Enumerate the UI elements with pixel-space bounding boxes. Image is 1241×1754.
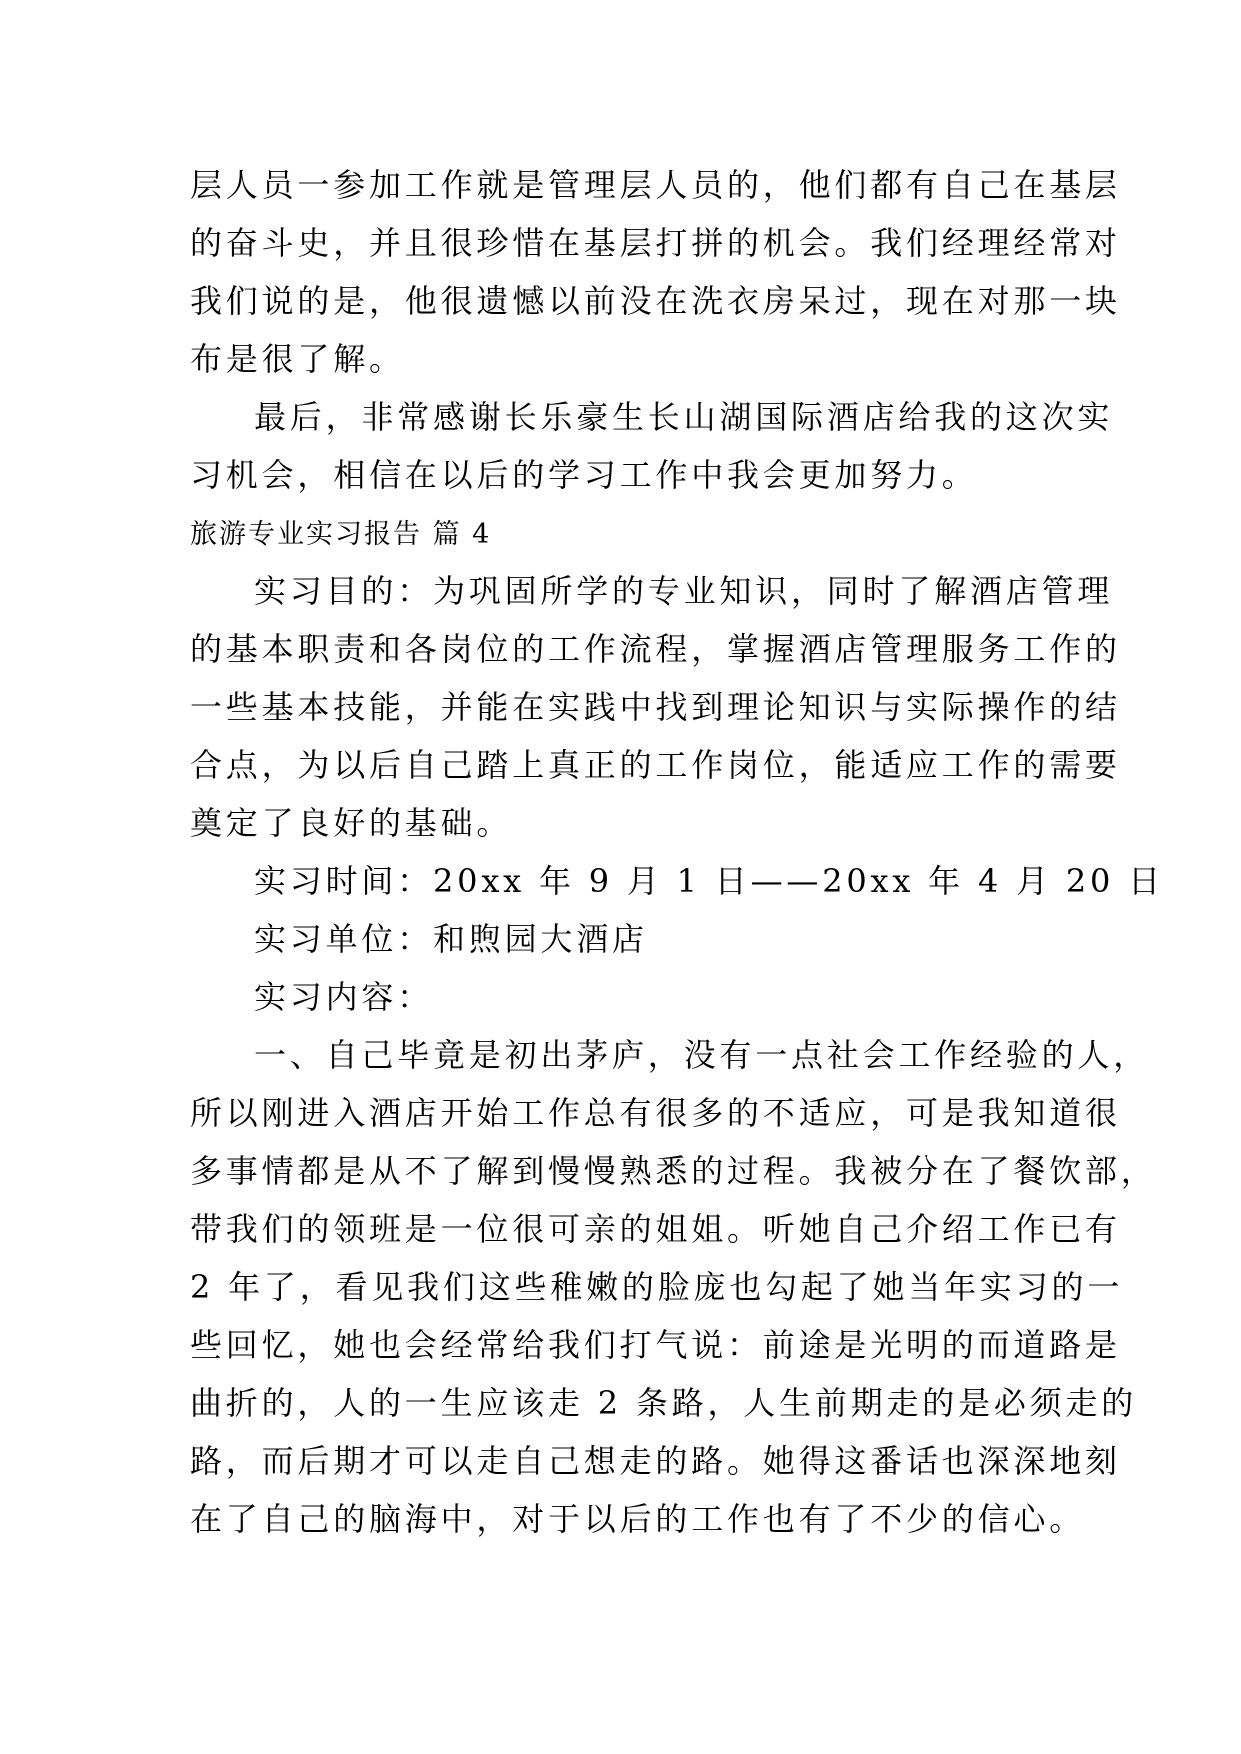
content-line-9: 在了自己的脑海中，对于以后的工作也有了不少的信心。 xyxy=(190,1500,1086,1538)
paragraph-1-line-4: 布是很了解。 xyxy=(190,340,405,378)
content-line-2: 所以刚进入酒店开始工作总有很多的不适应，可是我知道很 xyxy=(190,1094,1121,1132)
section-heading: 旅游专业实习报告 篇 4 xyxy=(190,519,492,550)
paragraph-1-line-3: 我们说的是，他很遗憾以前没在洗衣房呆过，现在对那一块 xyxy=(190,282,1121,320)
content-line-8: 路，而后期才可以走自己想走的路。她得这番话也深深地刻 xyxy=(190,1442,1121,1480)
internship-unit: 实习单位：和煦园大酒店 xyxy=(254,920,648,958)
internship-content-label: 实习内容： xyxy=(254,978,434,1016)
content-line-4: 带我们的领班是一位很可亲的姐姐。听她自己介绍工作已有 xyxy=(190,1210,1121,1248)
content-line-1: 一、自己毕竟是初出茅庐，没有一点社会工作经验的人， xyxy=(254,1036,1150,1074)
paragraph-1-line-2: 的奋斗史，并且很珍惜在基层打拼的机会。我们经理经常对 xyxy=(190,224,1121,262)
purpose-line-2: 的基本职责和各岗位的工作流程，掌握酒店管理服务工作的 xyxy=(190,630,1121,668)
paragraph-1-line-1: 层人员一参加工作就是管理层人员的，他们都有自己在基层 xyxy=(190,166,1121,204)
content-line-6: 些回忆，她也会经常给我们打气说：前途是光明的而道路是 xyxy=(190,1326,1121,1364)
purpose-line-1: 实习目的：为巩固所学的专业知识，同时了解酒店管理 xyxy=(254,572,1114,610)
internship-time: 实习时间：20xx 年 9 月 1 日——20xx 年 4 月 20 日 xyxy=(254,862,1164,900)
purpose-line-3: 一些基本技能，并能在实践中找到理论知识与实际操作的结 xyxy=(190,688,1121,726)
content-line-7: 曲折的，人的一生应该走 2 条路，人生前期走的是必须走的 xyxy=(190,1384,1138,1422)
purpose-line-4: 合点，为以后自己踏上真正的工作岗位，能适应工作的需要 xyxy=(190,746,1121,784)
paragraph-2-line-1: 最后，非常感谢长乐豪生长山湖国际酒店给我的这次实 xyxy=(254,398,1114,436)
content-line-3: 多事情都是从不了解到慢慢熟悉的过程。我被分在了餐饮部， xyxy=(190,1152,1157,1190)
purpose-line-5: 奠定了良好的基础。 xyxy=(190,804,513,842)
paragraph-2-line-2: 习机会，相信在以后的学习工作中我会更加努力。 xyxy=(190,456,978,494)
content-line-5: 2 年了，看见我们这些稚嫩的脸庞也勾起了她当年实习的一 xyxy=(190,1268,1124,1306)
